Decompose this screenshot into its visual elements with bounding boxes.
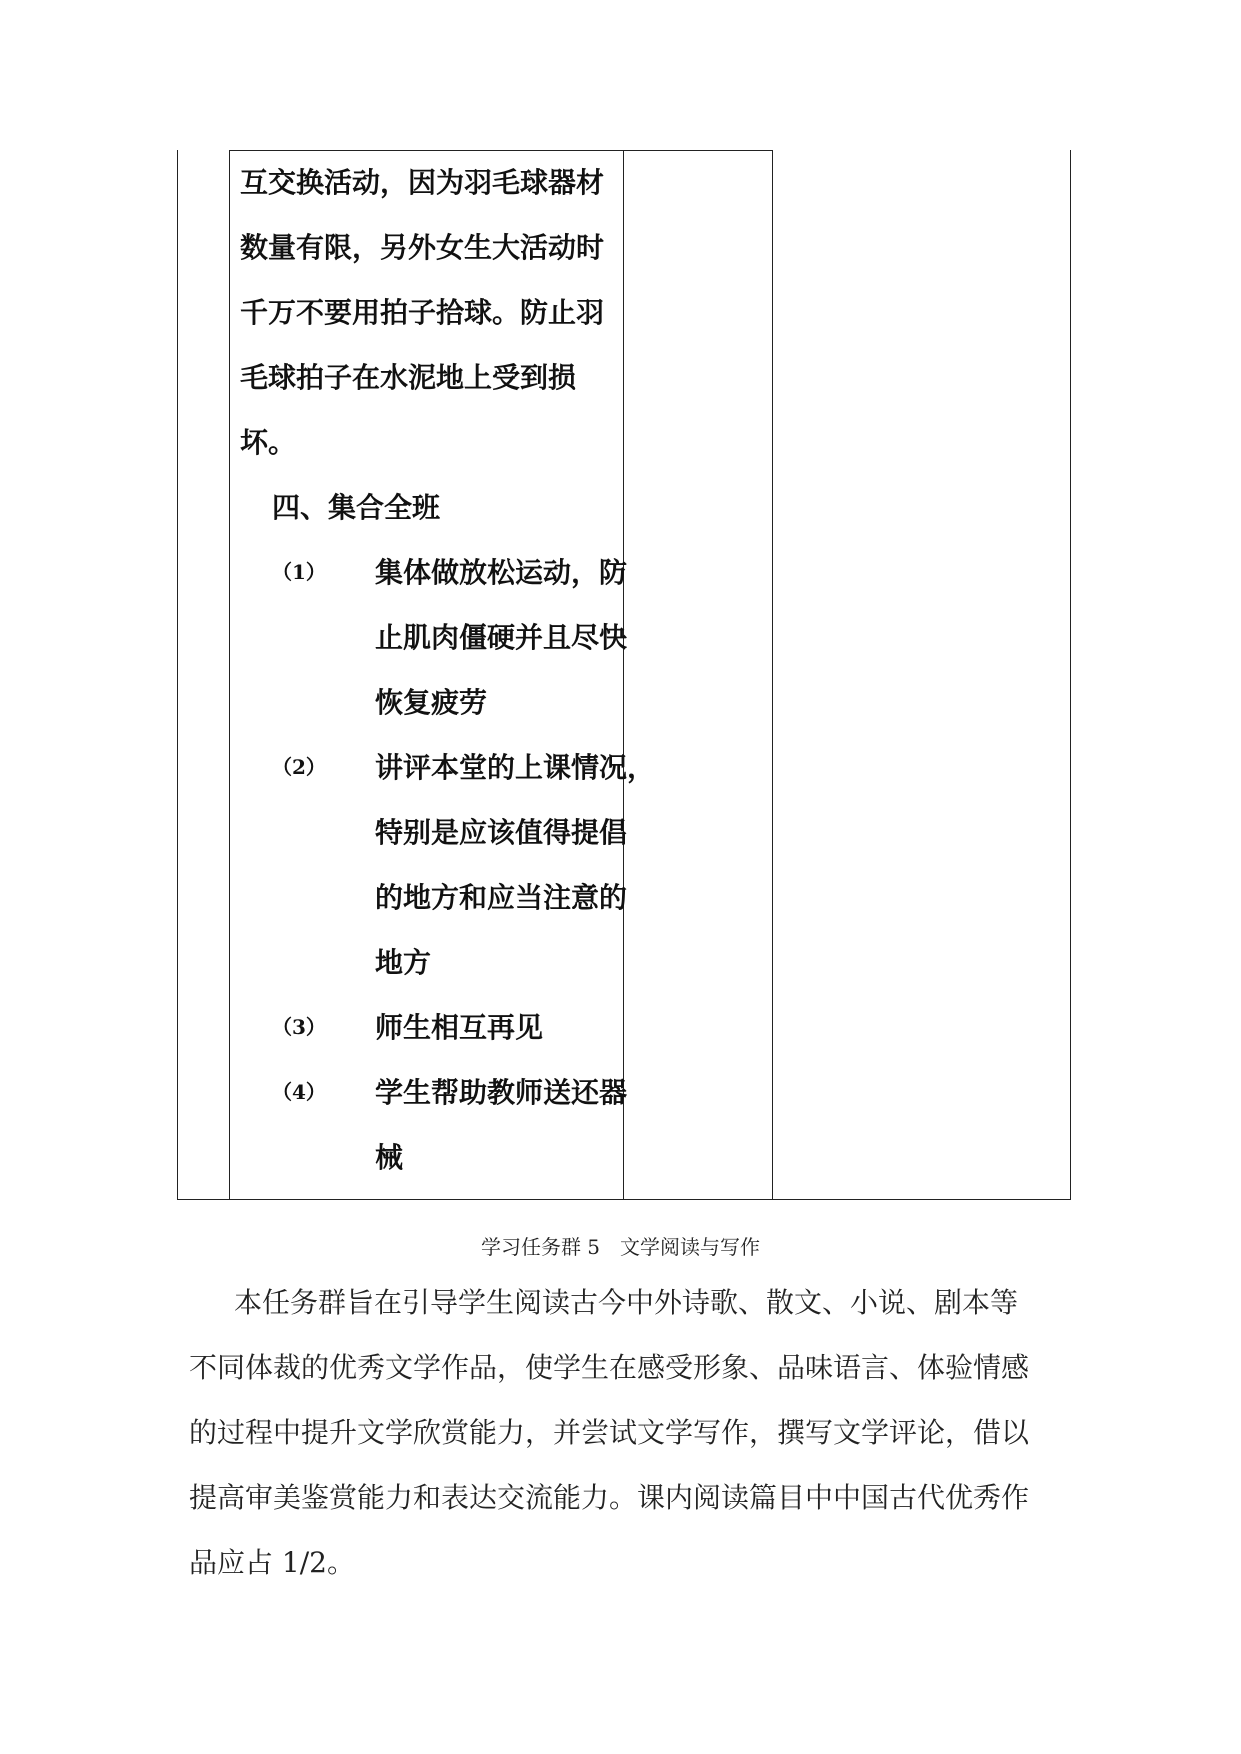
table-border-col1 xyxy=(229,150,230,1200)
list-item-number: （2） xyxy=(272,755,326,779)
section-title: 学习任务群 5 文学阅读与写作 xyxy=(480,1235,761,1259)
list-item-line: 止肌肉僵硬并且尽快 xyxy=(375,621,628,654)
list-item-number: （4） xyxy=(272,1080,326,1104)
step-heading: 四、集合全班 xyxy=(272,491,441,524)
table-border-col3 xyxy=(772,150,773,1200)
table-border-right xyxy=(1070,150,1071,1200)
list-item-line: 讲评本堂的上课情况， xyxy=(375,751,656,784)
list-item-number: （1） xyxy=(272,560,326,584)
paragraph-line: 本任务群旨在引导学生阅读古今中外诗歌、散文、小说、剧本等 xyxy=(234,1286,1019,1319)
table-border-left xyxy=(177,150,178,1200)
list-item-line: 师生相互再见 xyxy=(375,1011,544,1044)
paragraph-line: 的过程中提升文学欣赏能力，并尝试文学写作，撰写文学评论，借以 xyxy=(189,1416,1030,1449)
lesson-plan-table xyxy=(177,150,1071,1200)
list-item-line: 恢复疲劳 xyxy=(375,686,488,719)
table-border-bottom xyxy=(177,1199,1071,1200)
list-item-line: 械 xyxy=(375,1141,404,1174)
list-item-line: 的地方和应当注意的 xyxy=(375,881,628,914)
list-item xyxy=(240,540,640,735)
list-item xyxy=(240,735,656,995)
continued-text-line: 千万不要用拍子拾球。防止羽 xyxy=(240,296,605,329)
continued-text-line: 毛球拍子在水泥地上受到损 xyxy=(240,361,577,394)
list-item-line: 特别是应该值得提倡 xyxy=(375,816,628,849)
paragraph-line: 品应占 1/2。 xyxy=(189,1546,355,1579)
list-item-number: （3） xyxy=(272,1015,326,1039)
list-item xyxy=(240,1060,640,1190)
list-item xyxy=(240,995,640,1060)
continued-text-line: 数量有限，另外女生大活动时 xyxy=(240,231,605,264)
list-item-line: 地方 xyxy=(375,946,432,979)
list-item-line: 集体做放松运动，防 xyxy=(375,556,628,589)
list-item-line: 学生帮助教师送还器 xyxy=(375,1076,628,1109)
continued-text-line: 坏。 xyxy=(240,426,297,459)
paragraph-line: 提高审美鉴赏能力和表达交流能力。课内阅读篇目中中国古代优秀作 xyxy=(189,1481,1030,1514)
continued-text-line: 互交换活动，因为羽毛球器材 xyxy=(240,166,605,199)
section-paragraph xyxy=(189,1270,1059,1595)
table-content-cell xyxy=(240,150,656,1190)
paragraph-line: 不同体裁的优秀文学作品，使学生在感受形象、品味语言、体验情感 xyxy=(189,1351,1030,1384)
